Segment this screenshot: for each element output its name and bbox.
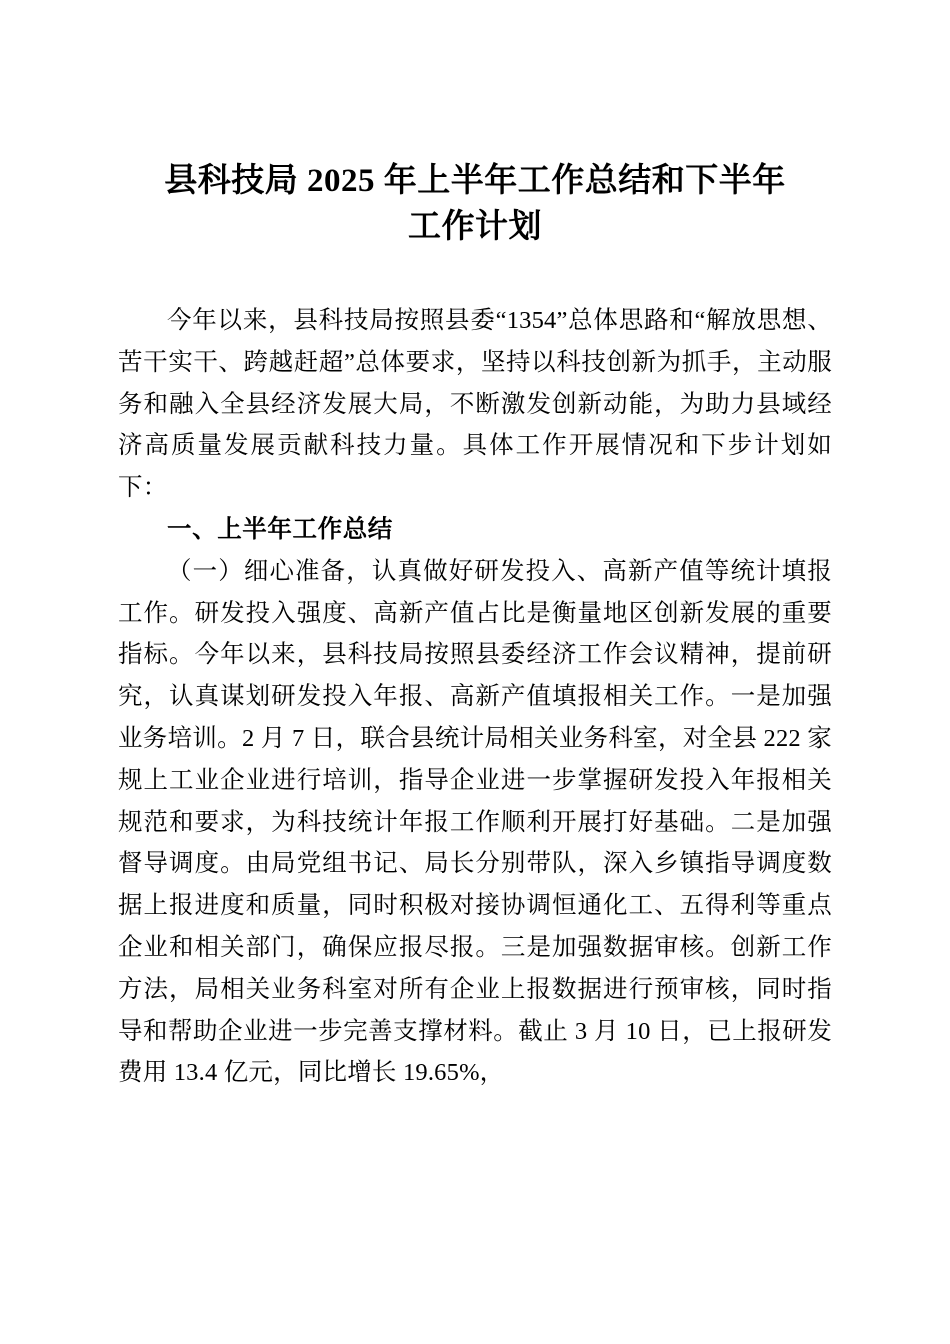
section-heading-1: 一、上半年工作总结 [167, 515, 393, 543]
document-title-line-1: 县科技局 2025 年上半年工作总结和下半年 [164, 163, 786, 199]
document-body [118, 300, 832, 1094]
paragraph-subsection-1: （一）细心准备，认真做好研发投入、高新产值等统计填报工作。研发投入强度、高新产值占比是衡量地区创新发展的重要指标。今年以来，县科技局按照县委经济工作会议精神，提前研究，认真谋划研发投入年报、高新产值填报相关工作。一是加强业务培训。2 月 7 日，联合县统计局相关业务科室，对全县 222 家规上工业企业进行培训，指导企业进一步掌握研发投入年报相关规范和要求，为科技统计年报工作顺利开展打好基础。二是加强督导调度。由局党组书记、局长分别带队，深入乡镇指导调度数据上报进度和质量，同时积极对接协调恒通化工、五得利等重点企业和相关部门，确保应报尽报。三是加强数据审核。创新工作方法，局相关业务科室对所有企业上报数据进行预审核，同时指导和帮助企业进一步完善支撑材料。截止 3 月 10 日，已上报研发费用 13.4 亿元，同比增长 19.65%， [118, 557, 832, 1087]
document-title [118, 158, 832, 250]
document-title-line-2: 工作计划 [408, 209, 542, 245]
paragraph-intro: 今年以来，县科技局按照县委“1354”总体思路和“解放思想、苦干实干、跨越赶超”总体要求，坚持以科技创新为抓手，主动服务和融入全县经济发展大局，不断激发创新动能，为助力县域经济高质量发展贡献科技力量。具体工作开展情况和下步计划如下： [118, 307, 832, 502]
